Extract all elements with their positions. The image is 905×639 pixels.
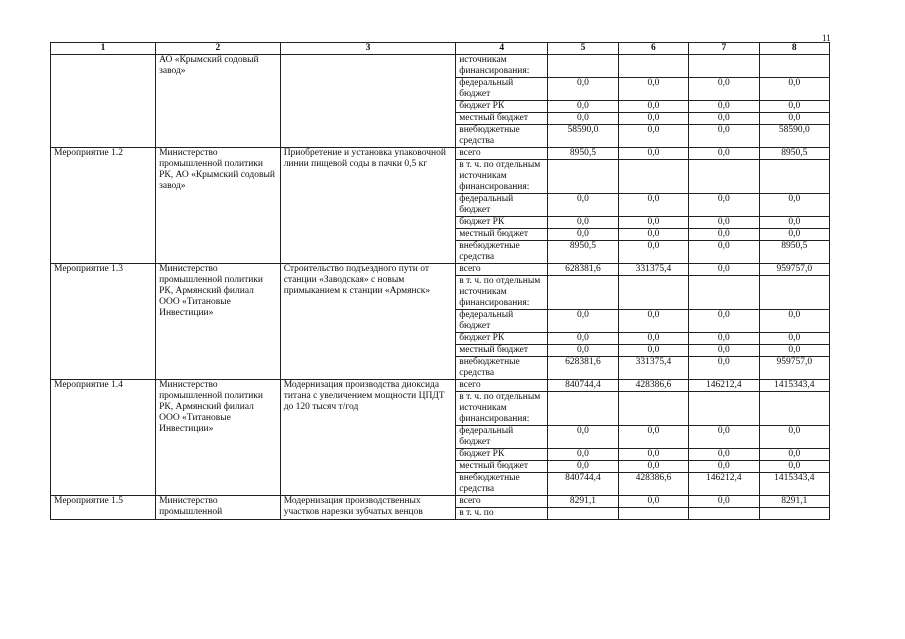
- financing-table: [50, 42, 830, 520]
- value-cell: 428386,6: [618, 473, 688, 496]
- value-cell: 0,0: [689, 496, 759, 508]
- value-cell: 331375,4: [618, 264, 688, 276]
- value-cell: [759, 508, 829, 520]
- measure-name-cell: Мероприятие 1.4: [51, 380, 156, 496]
- column-header: 2: [156, 43, 281, 55]
- column-header: 1: [51, 43, 156, 55]
- value-cell: [689, 508, 759, 520]
- value-cell: 628381,6: [548, 264, 618, 276]
- table-row: [51, 380, 830, 392]
- executor-cell: Министерство промышленной политики РК, Армянский филиал ООО «Титановые Инвестиции»: [156, 380, 281, 496]
- source-label: местный бюджет: [456, 113, 548, 125]
- value-cell: [618, 392, 688, 426]
- value-cell: 0,0: [689, 148, 759, 160]
- value-cell: 0,0: [618, 101, 688, 113]
- source-label: в т. ч. по: [456, 508, 548, 520]
- source-label: всего: [456, 380, 548, 392]
- source-label: в т. ч. по отдельным источникам финансирования:: [456, 160, 548, 194]
- value-cell: [689, 392, 759, 426]
- value-cell: 0,0: [689, 217, 759, 229]
- value-cell: 0,0: [759, 229, 829, 241]
- source-label: внебюджетные средства: [456, 125, 548, 148]
- value-cell: 0,0: [618, 461, 688, 473]
- source-label: внебюджетные средства: [456, 473, 548, 496]
- executor-cell: Министерство промышленной политики РК, Армянский филиал ООО «Титановые Инвестиции»: [156, 264, 281, 380]
- description-cell: Модернизация производственных участков нарезки зубчатых венцов: [280, 496, 456, 520]
- table-row: [51, 148, 830, 160]
- value-cell: 0,0: [548, 310, 618, 333]
- value-cell: 0,0: [618, 310, 688, 333]
- value-cell: [689, 55, 759, 78]
- value-cell: [618, 55, 688, 78]
- value-cell: [689, 276, 759, 310]
- column-header: 8: [759, 43, 829, 55]
- value-cell: 8291,1: [759, 496, 829, 508]
- value-cell: 0,0: [618, 241, 688, 264]
- value-cell: 0,0: [548, 333, 618, 345]
- source-label: федеральный бюджет: [456, 310, 548, 333]
- value-cell: 0,0: [689, 101, 759, 113]
- page-number: 11: [822, 33, 831, 43]
- column-header: 7: [689, 43, 759, 55]
- executor-cell: АО «Крымский содовый завод»: [156, 55, 281, 148]
- value-cell: [548, 392, 618, 426]
- value-cell: 0,0: [689, 194, 759, 217]
- value-cell: [618, 508, 688, 520]
- value-cell: [548, 276, 618, 310]
- value-cell: 0,0: [548, 78, 618, 101]
- value-cell: 0,0: [759, 194, 829, 217]
- value-cell: 0,0: [548, 461, 618, 473]
- source-label: всего: [456, 496, 548, 508]
- value-cell: 146212,4: [689, 473, 759, 496]
- source-label: бюджет РК: [456, 333, 548, 345]
- source-label: в т. ч. по отдельным источникам финансирования:: [456, 276, 548, 310]
- value-cell: 0,0: [759, 78, 829, 101]
- value-cell: 0,0: [689, 426, 759, 449]
- description-cell: Строительство подъездного пути от станции «Заводская» с новым примыканием к станции «Армянск»: [280, 264, 456, 380]
- value-cell: [759, 276, 829, 310]
- header-row: [51, 43, 830, 55]
- value-cell: 0,0: [618, 333, 688, 345]
- value-cell: 0,0: [759, 449, 829, 461]
- source-label: федеральный бюджет: [456, 426, 548, 449]
- measure-name-cell: Мероприятие 1.3: [51, 264, 156, 380]
- value-cell: 0,0: [548, 101, 618, 113]
- column-header: 3: [280, 43, 456, 55]
- measure-name-cell: Мероприятие 1.5: [51, 496, 156, 520]
- value-cell: 0,0: [689, 345, 759, 357]
- value-cell: 8950,5: [759, 148, 829, 160]
- measure-name-cell: [51, 55, 156, 148]
- value-cell: 0,0: [689, 264, 759, 276]
- value-cell: 0,0: [689, 333, 759, 345]
- table-row: [51, 496, 830, 508]
- value-cell: 0,0: [548, 449, 618, 461]
- source-label: внебюджетные средства: [456, 357, 548, 380]
- value-cell: 840744,4: [548, 380, 618, 392]
- value-cell: 1415343,4: [759, 473, 829, 496]
- executor-cell: Министерство промышленной: [156, 496, 281, 520]
- value-cell: [618, 160, 688, 194]
- value-cell: 0,0: [759, 217, 829, 229]
- source-label: в т. ч. по отдельным источникам финансирования:: [456, 392, 548, 426]
- source-label: местный бюджет: [456, 345, 548, 357]
- value-cell: 58590,0: [759, 125, 829, 148]
- table-row: [51, 264, 830, 276]
- source-label: всего: [456, 264, 548, 276]
- value-cell: 0,0: [618, 194, 688, 217]
- description-cell: Приобретение и установка упаковочной линии пищевой соды в пачки 0,5 кг: [280, 148, 456, 264]
- value-cell: 0,0: [618, 449, 688, 461]
- value-cell: 0,0: [689, 241, 759, 264]
- value-cell: 8950,5: [548, 241, 618, 264]
- measure-name-cell: Мероприятие 1.2: [51, 148, 156, 264]
- value-cell: 428386,6: [618, 380, 688, 392]
- value-cell: 0,0: [689, 125, 759, 148]
- value-cell: 0,0: [759, 461, 829, 473]
- executor-cell: Министерство промышленной политики РК, АО «Крымский содовый завод»: [156, 148, 281, 264]
- value-cell: 0,0: [618, 125, 688, 148]
- value-cell: 0,0: [689, 78, 759, 101]
- value-cell: 331375,4: [618, 357, 688, 380]
- value-cell: 0,0: [618, 426, 688, 449]
- value-cell: 959757,0: [759, 357, 829, 380]
- source-label: всего: [456, 148, 548, 160]
- source-label: источникам финансирования:: [456, 55, 548, 78]
- column-header: 4: [456, 43, 548, 55]
- value-cell: 0,0: [548, 345, 618, 357]
- source-label: местный бюджет: [456, 229, 548, 241]
- value-cell: 0,0: [548, 229, 618, 241]
- value-cell: 0,0: [689, 461, 759, 473]
- source-label: бюджет РК: [456, 217, 548, 229]
- value-cell: 959757,0: [759, 264, 829, 276]
- source-label: местный бюджет: [456, 461, 548, 473]
- value-cell: 58590,0: [548, 125, 618, 148]
- source-label: федеральный бюджет: [456, 194, 548, 217]
- value-cell: [618, 276, 688, 310]
- value-cell: [548, 55, 618, 78]
- value-cell: 0,0: [689, 310, 759, 333]
- value-cell: 0,0: [759, 345, 829, 357]
- value-cell: 8291,1: [548, 496, 618, 508]
- value-cell: 0,0: [759, 101, 829, 113]
- value-cell: 628381,6: [548, 357, 618, 380]
- value-cell: 0,0: [759, 310, 829, 333]
- column-header: 6: [618, 43, 688, 55]
- table-row: [51, 55, 830, 78]
- value-cell: [689, 160, 759, 194]
- value-cell: 0,0: [689, 449, 759, 461]
- value-cell: 8950,5: [548, 148, 618, 160]
- value-cell: 0,0: [689, 229, 759, 241]
- value-cell: 0,0: [548, 217, 618, 229]
- column-header: 5: [548, 43, 618, 55]
- source-label: бюджет РК: [456, 449, 548, 461]
- value-cell: 0,0: [548, 113, 618, 125]
- value-cell: 8950,5: [759, 241, 829, 264]
- value-cell: [548, 160, 618, 194]
- source-label: федеральный бюджет: [456, 78, 548, 101]
- value-cell: [759, 55, 829, 78]
- value-cell: 0,0: [618, 229, 688, 241]
- value-cell: [759, 160, 829, 194]
- value-cell: 146212,4: [689, 380, 759, 392]
- value-cell: [548, 508, 618, 520]
- value-cell: 0,0: [689, 113, 759, 125]
- source-label: бюджет РК: [456, 101, 548, 113]
- value-cell: 0,0: [689, 357, 759, 380]
- value-cell: 1415343,4: [759, 380, 829, 392]
- value-cell: 0,0: [759, 113, 829, 125]
- value-cell: [759, 392, 829, 426]
- value-cell: 0,0: [759, 426, 829, 449]
- value-cell: 0,0: [548, 194, 618, 217]
- value-cell: 0,0: [618, 345, 688, 357]
- value-cell: 840744,4: [548, 473, 618, 496]
- source-label: внебюджетные средства: [456, 241, 548, 264]
- description-cell: Модернизация производства диоксида титана с увеличением мощности ЦПДТ до 120 тысяч т/год: [280, 380, 456, 496]
- value-cell: 0,0: [618, 217, 688, 229]
- value-cell: 0,0: [759, 333, 829, 345]
- description-cell: [280, 55, 456, 148]
- value-cell: 0,0: [548, 426, 618, 449]
- value-cell: 0,0: [618, 78, 688, 101]
- value-cell: 0,0: [618, 148, 688, 160]
- value-cell: 0,0: [618, 113, 688, 125]
- value-cell: 0,0: [618, 496, 688, 508]
